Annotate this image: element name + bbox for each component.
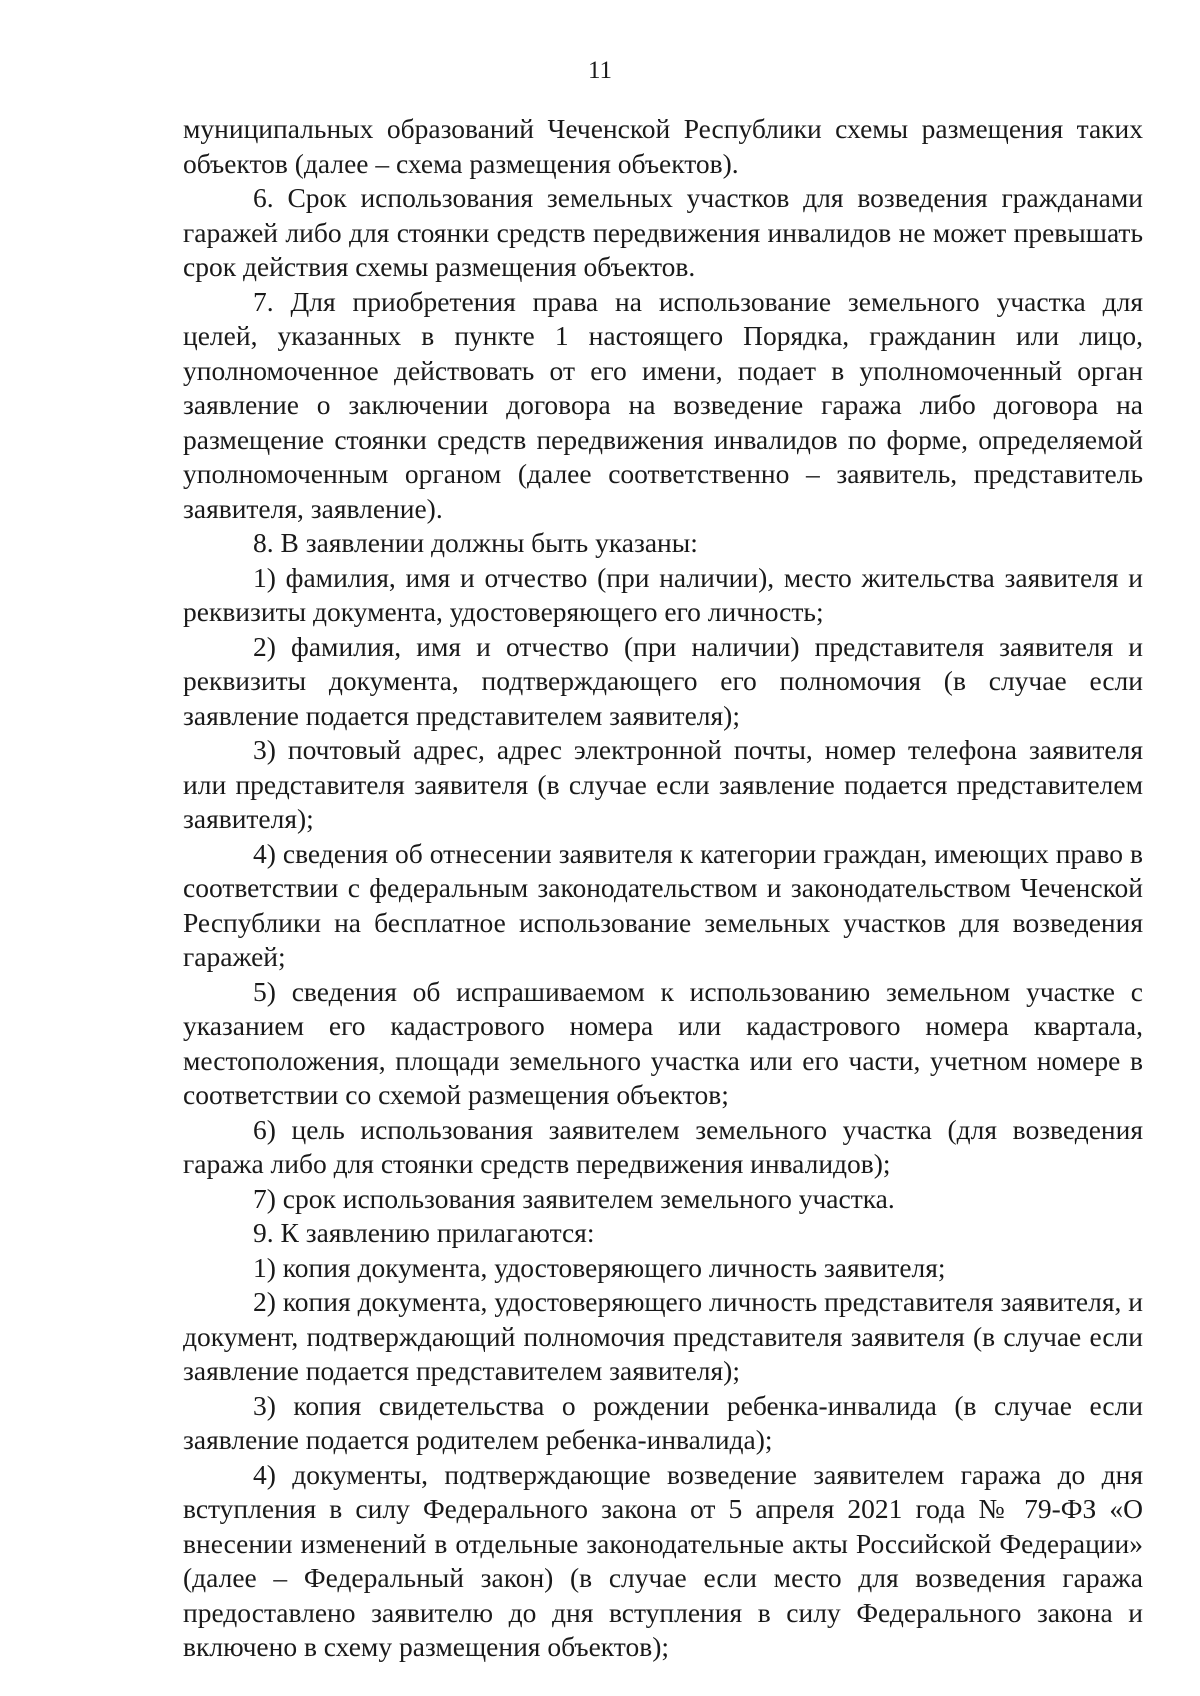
paragraph-9-item-3: 3) копия свидетельства о рождении ребенка-инвалида (в случае если заявление подается родителем ребенка-инвалида); <box>183 1389 1143 1455</box>
paragraph-8-item-5: 5) сведения об испрашиваемом к использованию земельном участке с указанием его кадастрового номера или кадастрового номера квартала, местоположения, площади земельного участка или его части, учетном номере в соответствии со схемой размещения объектов; <box>183 975 1143 1110</box>
document-body <box>183 112 1143 1665</box>
paragraph-8-item-1: 1) фамилия, имя и отчество (при наличии), место жительства заявителя и реквизиты документа, удостоверяющего его личность; <box>183 561 1143 627</box>
paragraph-8-item-7: 7) срок использования заявителем земельного участка. <box>253 1182 895 1214</box>
page-number: 11 <box>587 57 613 84</box>
paragraph-7: 7. Для приобретения права на использование земельного участка для целей, указанных в пункте 1 настоящего Порядка, гражданин или лицо, уполномоченное действовать от его имени, подает в уполномоченный орган заявление о заключении договора на возведение гаража либо договора на размещение стоянки средств передвижения инвалидов по форме, определяемой уполномоченным органом (далее соответственно – заявитель, представитель заявителя, заявление). <box>183 285 1143 524</box>
paragraph-8-heading: 8. В заявлении должны быть указаны: <box>253 527 698 558</box>
paragraph-9-item-4: 4) документы, подтверждающие возведение заявителем гаража до дня вступления в силу Федерального закона от 5 апреля 2021 года № 79-ФЗ «О внесении изменений в отдельные законодательные акты Российской Федерации» (далее – Федеральный закон) (в случае если место для возведения гаража предоставлено заявителю до дня вступления в силу Федерального закона и включено в схему размещения объектов); <box>183 1458 1143 1662</box>
paragraph-9-item-2: 2) копия документа, удостоверяющего личность представителя заявителя, и документ, подтверждающий полномочия представителя заявителя (в случае если заявление подается представителем заявителя); <box>183 1286 1143 1386</box>
paragraph-6: 6. Срок использования земельных участков для возведения гражданами гаражей либо для стоянки средств передвижения инвалидов не может превышать срок действия схемы размещения объектов. <box>183 182 1143 282</box>
paragraph-8-item-6: 6) цель использования заявителем земельного участка (для возведения гаража либо для стоянки средств передвижения инвалидов); <box>183 1113 1143 1179</box>
paragraph-8-item-4: 4) сведения об отнесении заявителя к категории граждан, имеющих право в соответствии с федеральным законодательством и законодательством Чеченской Республики на бесплатное использование земельных участков для возведения гаражей; <box>183 837 1143 972</box>
paragraph-5-continuation: муниципальных образований Чеченской Республики схемы размещения таких объектов (далее – схема размещения объектов). <box>183 113 1143 179</box>
paragraph-9-heading: 9. К заявлению прилагаются: <box>253 1217 595 1248</box>
paragraph-9-item-1: 1) копия документа, удостоверяющего личность заявителя; <box>253 1251 946 1283</box>
paragraph-8-item-2: 2) фамилия, имя и отчество (при наличии) представителя заявителя и реквизиты документа, подтверждающего его полномочия (в случае если заявление подается представителем заявителя); <box>183 630 1143 731</box>
paragraph-8-item-3: 3) почтовый адрес, адрес электронной почты, номер телефона заявителя или представителя заявителя (в случае если заявление подается представителем заявителя); <box>183 734 1143 834</box>
